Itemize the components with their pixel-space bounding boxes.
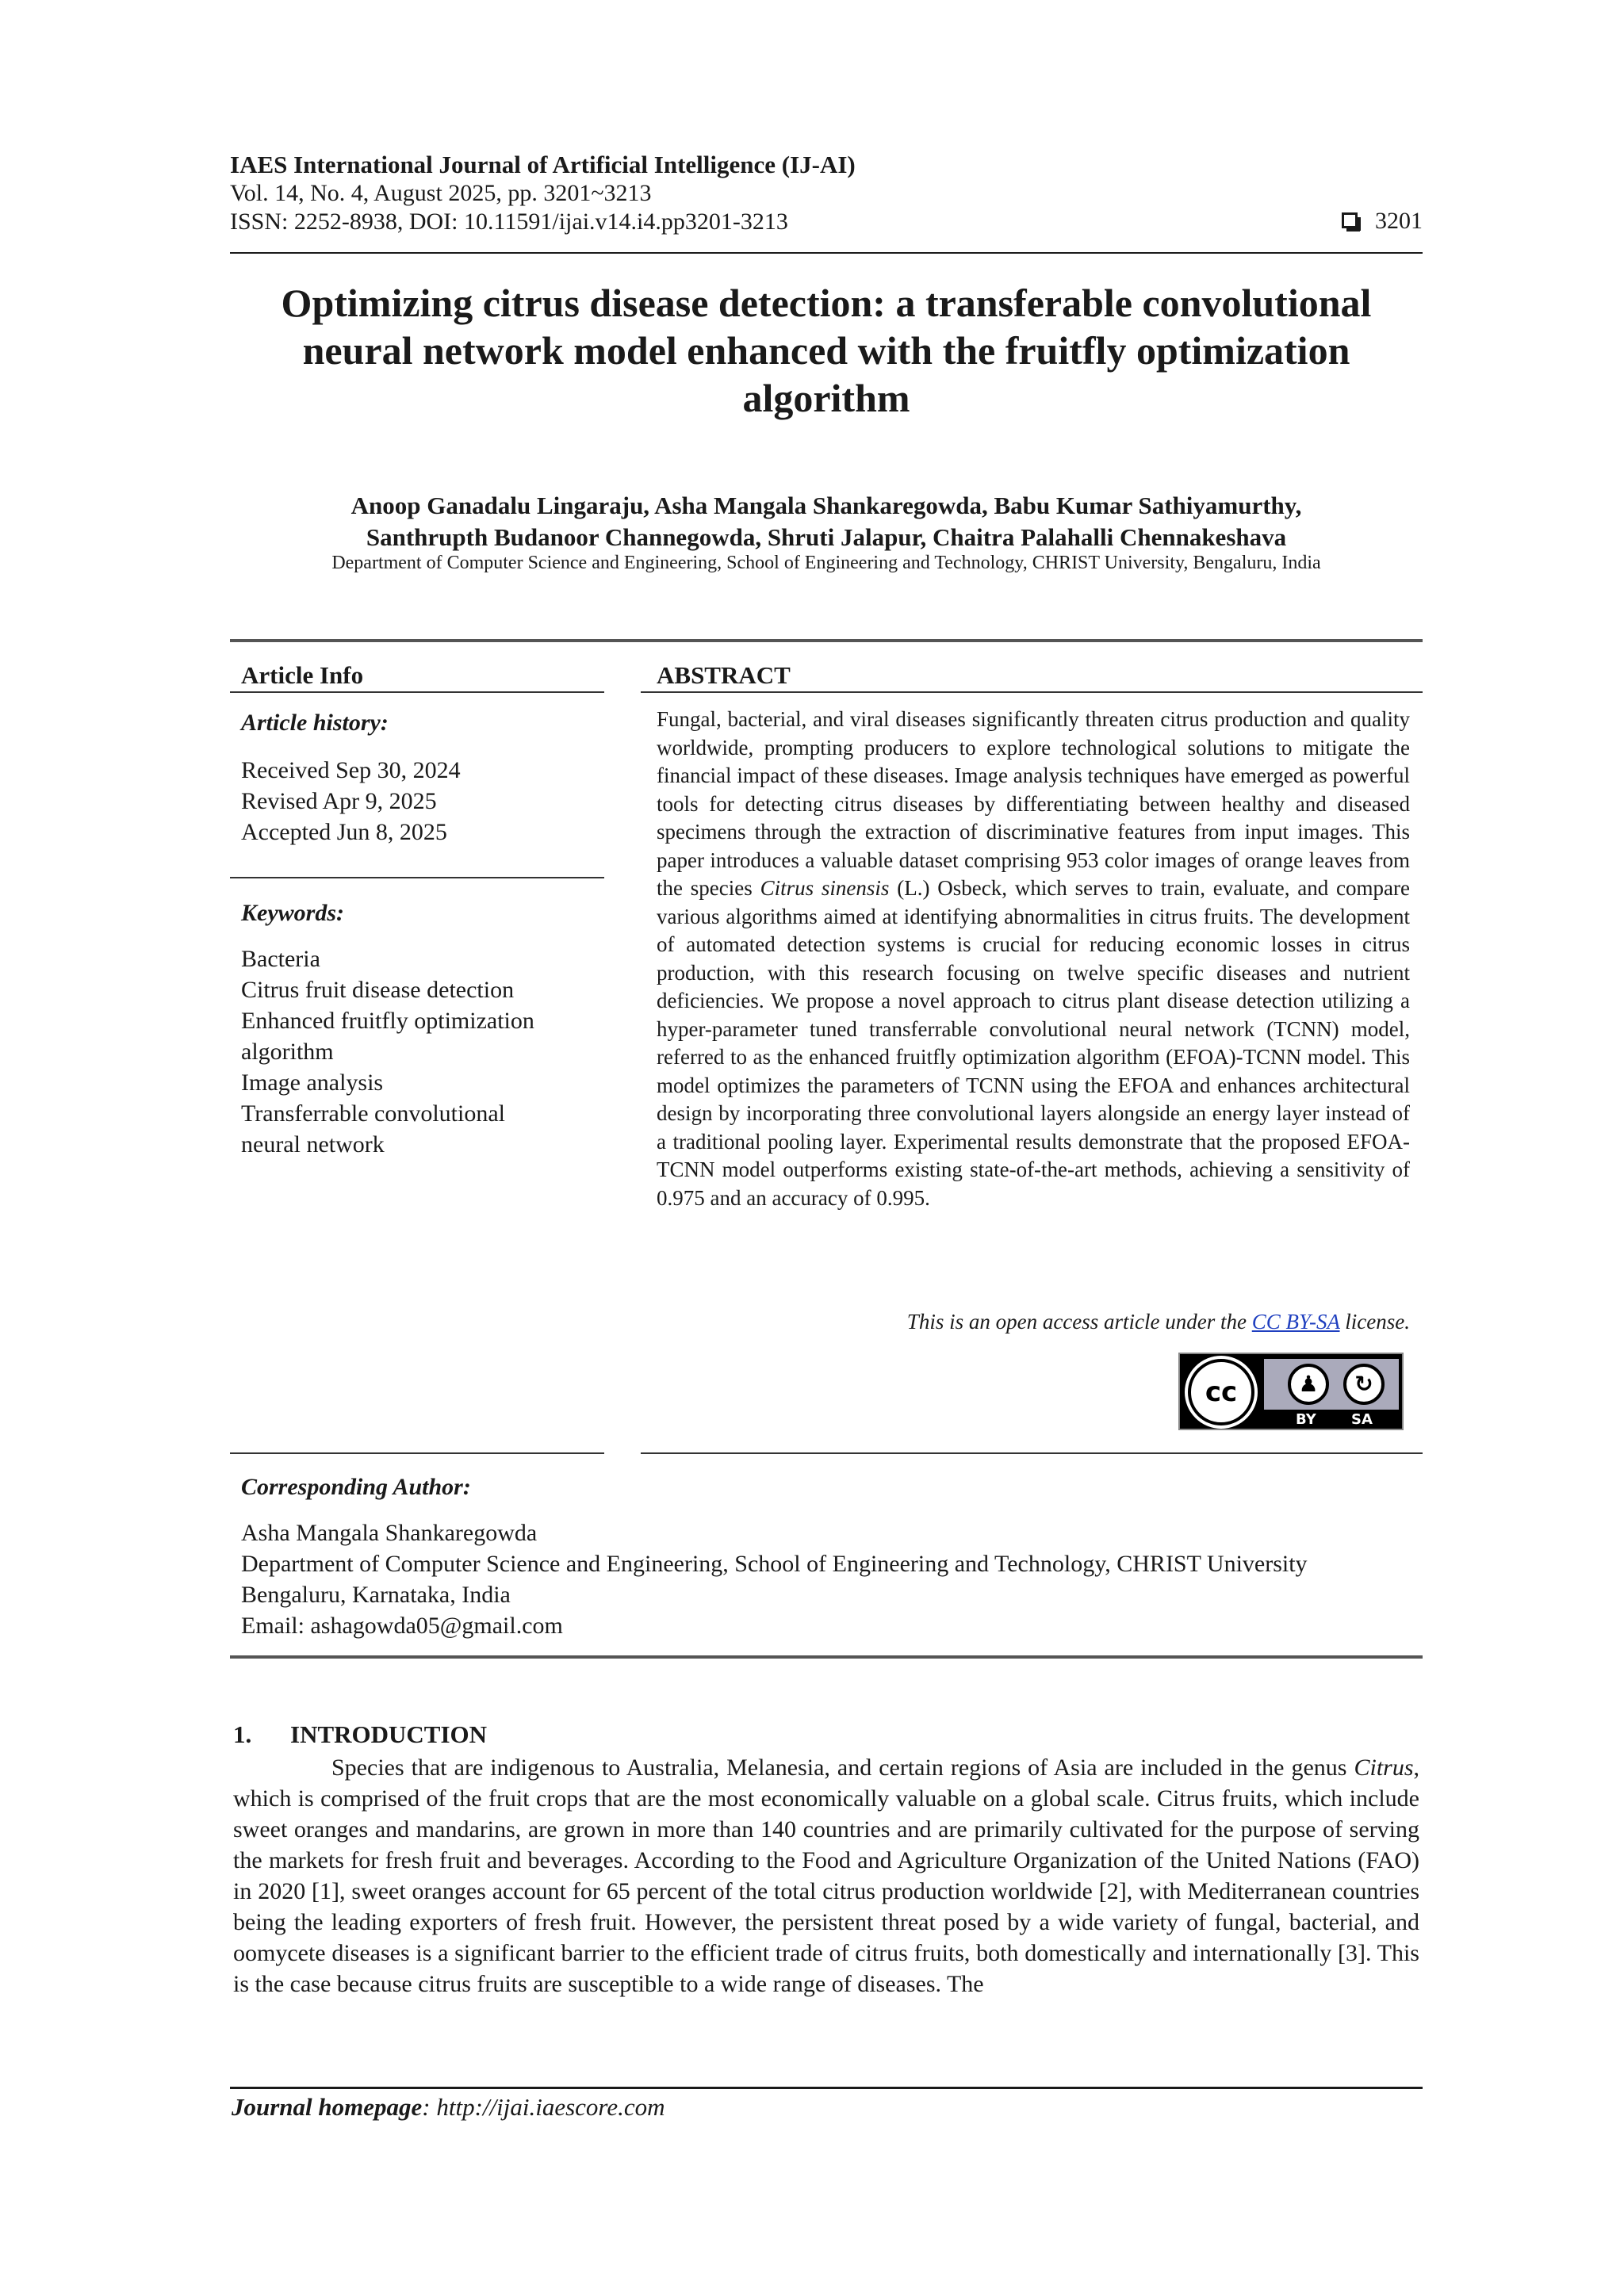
corresponding-bottom-rule xyxy=(230,1655,1423,1659)
corresponding-author-block xyxy=(241,1517,1308,1641)
authors-line-2: Santhrupth Budanoor Channegowda, Shruti Jalapur, Chaitra Palahalli Chennakeshava xyxy=(366,523,1287,551)
abstract-part-1: Fungal, bacterial, and viral diseases significantly threaten citrus production and quality worldwide, prompting producers to explore technological solutions to mitigate the financial impact of these diseases. Image analysis techniques have emerged as powerful tools for detecting citrus diseases by differentiating between healthy and diseased specimens through the extraction of discriminative features from input images. This paper introduces a valuable dataset comprising 953 color images of orange leaves from the species xyxy=(657,707,1410,900)
intro-part-1: Species that are indigenous to Australia, Melanesia, and certain regions of Asia are included in the genus xyxy=(331,1755,1354,1781)
info-top-rule xyxy=(230,639,1423,642)
introduction-body xyxy=(233,1752,1419,1999)
keyword-item: Bacteria xyxy=(241,946,320,972)
keyword-item: Enhanced fruitfly optimization xyxy=(241,1008,534,1034)
homepage-url[interactable]: : http://ijai.iaescore.com xyxy=(422,2093,665,2121)
abstract-heading-rule xyxy=(641,691,1423,693)
cc-icon: cc xyxy=(1188,1359,1254,1425)
section-title: INTRODUCTION xyxy=(290,1720,488,1748)
abstract-bottom-rule xyxy=(641,1452,1423,1454)
badge-sa-label: SA xyxy=(1351,1411,1373,1428)
page-number: 3201 xyxy=(1375,208,1423,234)
corresponding-dept: Department of Computer Science and Engineering, School of Engineering and Technology, CHRIST University xyxy=(241,1551,1308,1577)
license-suffix: license. xyxy=(1339,1310,1410,1334)
article-info-heading: Article Info xyxy=(241,661,364,689)
revised-date: Revised Apr 9, 2025 xyxy=(241,788,437,814)
keyword-item: algorithm xyxy=(241,1039,334,1065)
keyword-list xyxy=(241,943,534,1160)
section-number: 1. xyxy=(233,1720,252,1748)
badge-by-label: BY xyxy=(1296,1411,1316,1428)
journal-homepage xyxy=(232,2093,665,2122)
intro-part-2: , which is comprised of the fruit crops that are the most economically valuable on a global scale. Citrus fruits, which include sweet oranges and mandarins, are grown in more than 140 countries and are primarily cultivated for the purpose of serving the markets for fresh fruit and beverages. According to the Food and Agriculture Organization of the United Nations (FAO) in 2020 [1], sweet oranges account for 65 percent of the total citrus production worldwide [2], with Mediterranean countries being the leading exporters of fresh fruit. However, the persistent threat posed by a wide variety of fungal, bacterial, and oomycete diseases is a significant barrier to the efficient trade of citrus fruits, both domestically and internationally [3]. This is the case because citrus fruits are susceptible to a wide range of diseases. The xyxy=(233,1755,1419,1997)
info-heading-rule xyxy=(230,691,604,693)
attribution-icon: ♟ xyxy=(1288,1364,1329,1405)
authors-line-1: Anoop Ganadalu Lingaraju, Asha Mangala Shankaregowda, Babu Kumar Sathiyamurthy, xyxy=(350,492,1302,519)
corresponding-city: Bengaluru, Karnataka, India xyxy=(241,1582,511,1608)
abstract-body xyxy=(657,706,1410,1212)
paper-page xyxy=(230,0,1423,2296)
accepted-date: Accepted Jun 8, 2025 xyxy=(241,819,447,845)
keyword-item: Image analysis xyxy=(241,1070,384,1096)
license-prefix: This is an open access article under the xyxy=(906,1310,1252,1334)
corresponding-heading: Corresponding Author: xyxy=(241,1474,471,1500)
abstract-heading: ABSTRACT xyxy=(657,661,791,689)
footer-rule xyxy=(230,2087,1423,2089)
keyword-item: Citrus fruit disease detection xyxy=(241,977,515,1003)
homepage-label: Journal homepage xyxy=(232,2093,423,2121)
cc-by-sa-link[interactable]: CC BY-SA xyxy=(1251,1310,1340,1334)
box-bullet-icon xyxy=(1342,212,1358,228)
keyword-item: Transferrable convolutional xyxy=(241,1100,505,1127)
issn-doi: ISSN: 2252-8938, DOI: 10.11591/ijai.v14.i4.pp3201-3213 xyxy=(230,209,788,235)
journal-name: IAES International Journal of Artificial Intelligence (IJ-AI) xyxy=(230,151,856,178)
introduction-heading xyxy=(233,1720,487,1749)
abstract-species: Citrus sinensis xyxy=(760,876,890,900)
author-list xyxy=(230,490,1423,553)
info-bottom-rule xyxy=(230,1452,604,1454)
history-heading: Article history: xyxy=(241,710,389,736)
cc-by-sa-badge[interactable] xyxy=(1178,1353,1404,1430)
header-rule xyxy=(230,252,1423,254)
received-date: Received Sep 30, 2024 xyxy=(241,757,461,783)
license-statement xyxy=(907,1310,1410,1334)
share-alike-icon: ↻ xyxy=(1343,1364,1385,1405)
corresponding-name: Asha Mangala Shankaregowda xyxy=(241,1520,538,1546)
paper-title: Optimizing citrus disease detection: a transferable convolutional neural network model enhanced with the fruitfly optimization algorithm xyxy=(281,281,1372,420)
intro-genus: Citrus xyxy=(1354,1755,1414,1781)
corresponding-email: Email: ashagowda05@gmail.com xyxy=(241,1613,563,1639)
volume-info: Vol. 14, No. 4, August 2025, pp. 3201~3213 xyxy=(230,180,652,206)
keywords-top-rule xyxy=(230,877,604,878)
keyword-item: neural network xyxy=(241,1131,385,1158)
journal-header xyxy=(230,151,1423,236)
keywords-heading: Keywords: xyxy=(241,900,344,926)
affiliation: Department of Computer Science and Engineering, School of Engineering and Technology, CHRIST University, Bengaluru, India xyxy=(331,553,1321,573)
abstract-part-2: (L.) Osbeck, which serves to train, evaluate, and compare various algorithms aimed at identifying abnormalities in citrus fruits. The development of automated detection systems is crucial for reducing economic losses in citrus production, with this research focusing on twelve specific diseases and nutrient deficiencies. We propose a novel approach to citrus plant disease detection utilizing a hyper-parameter tuned transferrable convolutional neural network (TCNN) model, referred to as the enhanced fruitfly optimization algorithm (EFOA)-TCNN model. This model optimizes the parameters of TCNN using the EFOA and enhances architectural design by incorporating three convolutional layers alongside an energy layer instead of a traditional pooling layer. Experimental results demonstrate that the proposed EFOA-TCNN model outperforms existing state-of-the-art methods, achieving a sensitivity of 0.975 and an accuracy of 0.995. xyxy=(657,876,1410,1210)
